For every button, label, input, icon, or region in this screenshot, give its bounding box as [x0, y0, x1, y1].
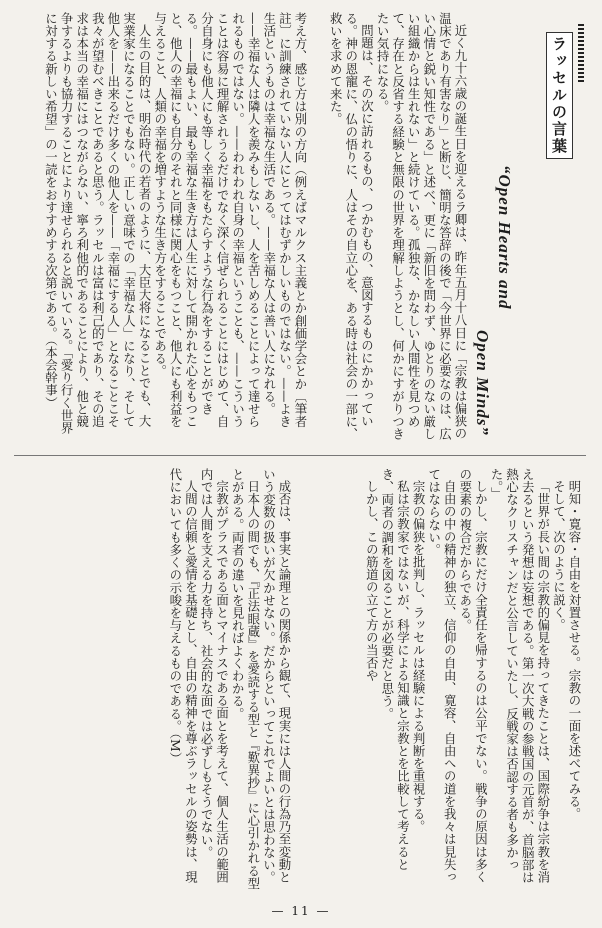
- series-title: ラッセルの言葉: [546, 32, 573, 159]
- paragraph: 自由の中の精神の独立、信仰の自由、寛容、自由への道を我々は見失ってはならない。: [426, 468, 458, 884]
- paragraph: 人生の目的は、明治時代の若者のように、大臣大将になることでも、大実業家になることでもない。正しい意味での「幸福な人」になり、そして他人を——出来るだけ多くの他人を——「幸福にする人」となることこそ我々が望むべきことであると思う。ラッセルは富は利己的であり、その追求は本当の幸福にはつながらない、寧ろ利他的であることにより、他と競争するよりも協力することにより達せられると説いている。「愛り行く世界に対する新しい希望」の一読をおすすめする次第である。（本会幹事）: [43, 12, 153, 435]
- paragraph: そして、次のように説く。: [551, 480, 567, 632]
- paragraph: 宗教がプラスである面とマイナスである面とを考えて、個人生活の範囲内では人間を支える力を持ち、社会的な面では必ずしもそうでない。: [199, 468, 230, 884]
- paragraph: 日本人の間でも、『正法眼蔵』を愛読する型と『歎異抄』に心引かれる型とがある。両者の違いを見ればよくわかる。: [230, 468, 261, 890]
- paragraph: 明知・寛容・自由を対置させる。宗教の一面を述べてみる。: [567, 480, 582, 821]
- upper-right-column: [318, 12, 468, 452]
- paragraph: 近く九十六歳の誕生日を迎えるラ卿は、昨年五月十八日に「宗教は偏狭の温床であり有害なり」と断じ、簡明な答辞の後で「今世界に必要なのは、広い心情と鋭い知性である」と述べ、更に「新旧を問わず、ゆとりのない厳しい組織からは生れない」と続けている。孤独な、かなしい人間性を見つめて、存在と反省する経験と無限の世界を理解しようとし、何かにすがりつきたい気持になる。: [375, 12, 468, 441]
- paragraph: 私は宗教家ではないが、科学による知識と宗教とを比較して考えるとき、両者の調和を図ることが必要だと思う。: [379, 468, 411, 871]
- title-decoration: [578, 24, 584, 84]
- lower-right-column: [302, 468, 582, 896]
- paragraph: 考え方、感じ方は別の方向（例えばマルクス主義とか創価学会とか〔筆者註〕に訓練されていない人にとってはむずかしいものではない。——よき生活というものは幸福な生活である。——幸福な人は善い人になれる。——幸福な人は隣人を羨みもしないし、人を苦しめることによって達せられるものではない。——われわれ自身の幸福ということも、——こういうことは容易に理解されうるだけでなく深く信ぜられることにはじめて、自分自身にも他人にも等しく幸福をもたらすような行為をすることができる。——最もよい、最も幸福な生き方は人生に対して開かれた心をもつこと、他人の幸福にも自分のそれと同様に関心をもつこと、他人にも利益を与えること、人類の幸福を増すような生き方をすることである。: [152, 12, 308, 428]
- article-title-line-1: “Open Hearts and: [495, 165, 514, 310]
- paragraph: 問題は、その次に訪れるもの、つかむもの、意図するものにかかっている。神の恩寵に、仏の悟りに、人はその自立心を、ある時は社会の一部に、救いを求めて来た。: [328, 12, 375, 441]
- upper-left-column: [22, 12, 308, 440]
- paragraph: 宗教の偏狭を批判し、ラッセルは経験による判断を重視する。: [411, 480, 427, 834]
- paragraph: 成否は、事実と論理との関係から観て、現実には人間の行為乃至変動という変数の扱いが欠かせない。だからといってこれでよいとは思わない。: [261, 468, 292, 884]
- article-title-line-2: Open Minds”: [473, 330, 492, 436]
- paragraph: 「世界が長い間の宗教的偏見を持ってきたことは、国際紛争は宗教を消え去るという発想は妄想である。第一次大戦の参戦国の元首が、首脳部は熱心なクリスチャンだと公言していたし、反戦家は否認する者も多かった。」: [489, 468, 551, 884]
- paragraph: 人間の信頼と愛情を基礎とし、自由の精神を尊ぶラッセルの姿勢は、現代においても多くの示唆を与えるものである。（M）: [167, 468, 199, 884]
- lower-left-column: [22, 468, 292, 896]
- paragraph: しかし、宗教にだけ全責任を帰するのは公平でない。戦争の原因は多くの要素の複合だからである。: [457, 468, 489, 884]
- row-divider: [14, 455, 586, 456]
- page-number: — 11 —: [271, 904, 331, 918]
- paragraph: しかし、この筋道の立て方の当否や: [364, 480, 380, 682]
